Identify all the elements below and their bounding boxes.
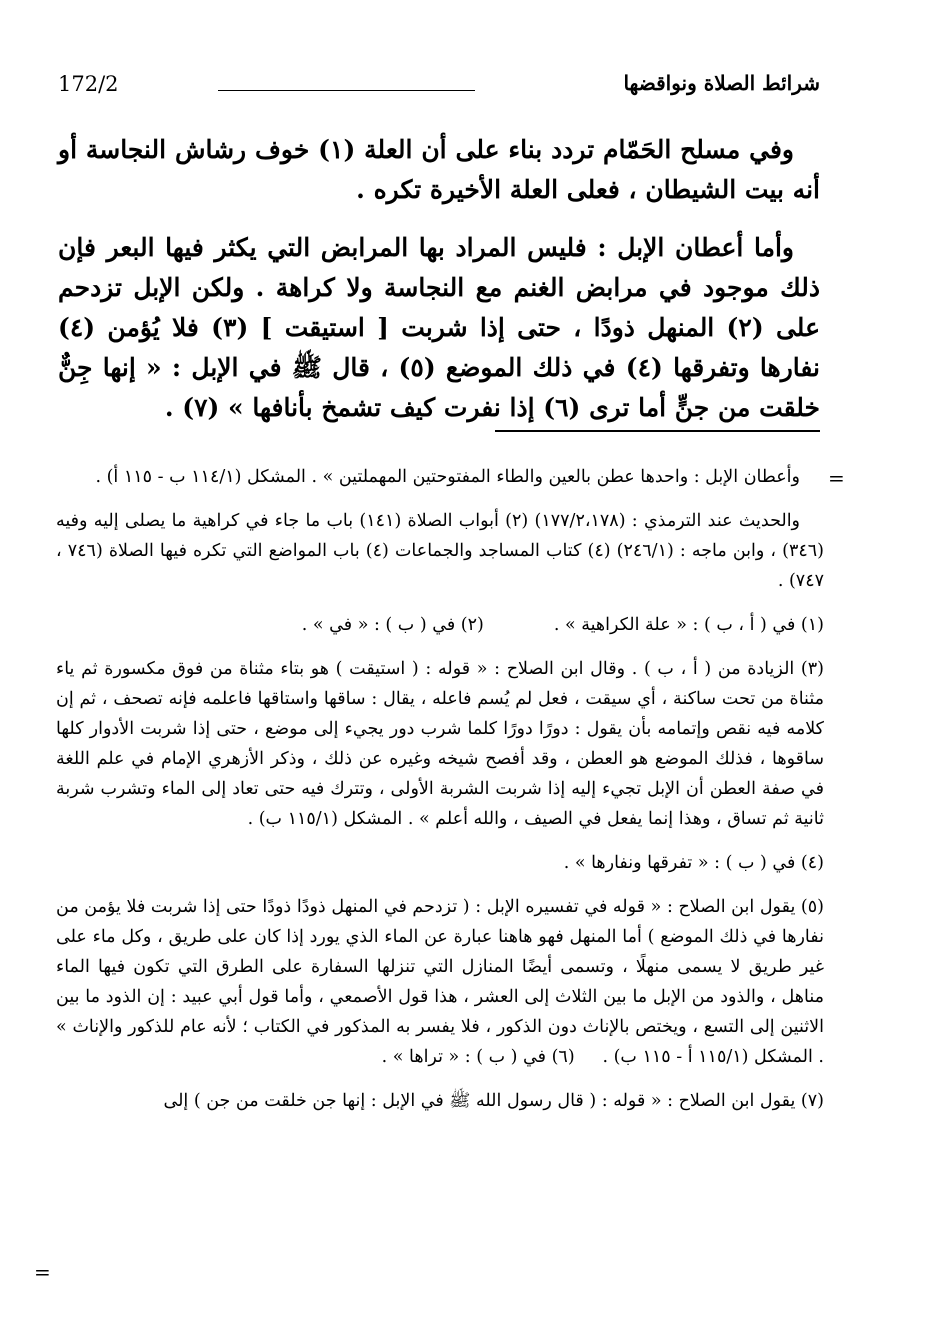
footnote-3: (٣) الزيادة من ( أ ، ب ) . وقال ابن الصلاح : « قوله : ( استيقت ) هو بتاء مثناة من فوق مكسورة ثم ياء مثناة من تحت ساكنة ، أي سيقت ، فعل لم يُسم فاعله ، يقال : ساقها واستاقها فاعلمه فإنه تصحف ، ثم إن كلامه فيه نقص وإتمامه بأن يقول : دورًا دورًا كلما شرب دور يجيء إلى موضع ، حتى إذا شربت الأدوار كلها ساقوها ، فذلك الموضع هو العطن ، وقد أفصح شيخه وغيره عن ذلك ، وذكر الأزهري الإمام في علم اللغة في صفة العطن أن الإبل تجيء إليه إذا شربت الشربة الأولى ، وتترك فيه حتى تعاد إلى الماء وتشرب شربة ثانية ثم تساق ، وهذا إنما يفعل في الصيف ، والله أعلم » . المشكل (١١٥/١ ب) . (56, 659, 825, 829)
footnote-4: (٤) في ( ب ) : « تفرقها ونفارها » . (563, 853, 824, 873)
continuation-mark-top: = (828, 466, 845, 490)
page-number: 172/2 (58, 72, 119, 96)
page-header (58, 70, 820, 106)
footnote-5-text: (٥) يقول ابن الصلاح : « قوله في تفسيره الإبل : ( تزدحم في المنهل ذودًا ذودًا حتى إذا شربت فلا يؤمن من نفارها في ذلك الموضع ) أما المنهل فهو هاهنا عبارة عن الماء الذي يورد إذا كان على طريق ، وكل ماء على غير طريق لا يسمى منهلًا ، وتسمى أيضًا المنازل التي تنزلها السفارة على الطرق التي تكون فيها الماء مناهل ، والذود من الإبل ما بين الثلاث إلى العشر ، هذا قول الأصمعي ، وأما قول أبي عبيد : إن الذود ما بين الاثنين إلى التسع ، ويختص بالإناث دون الذكور ، فلا يفسر به المذكور في الكتاب ؛ لأنه عام للذكور والإناث » . المشكل (١١٥/١ أ - ١١٥ ب) . (56, 897, 824, 1067)
footnotes (56, 462, 824, 1130)
continuation-mark-bottom: = (34, 1260, 51, 1284)
footnote-row-1-2 (56, 610, 824, 640)
running-title: شرائط الصلاة ونواقضها (623, 71, 820, 95)
main-paragraph-2: وأما أعطان الإبل : فليس المراد بها المرابض التي يكثر فيها البعر فإن ذلك موجود في مرابض الغنم مع النجاسة ولا كراهة . ولكن الإبل تزدحم على (٢) المنهل ذودًا ، حتى إذا شربت [ استيقت ] (٣) فلا يُؤمن (٤) نفارها وتفرقها (٤) في ذلك الموضع (٥) ، قال ﷺ في الإبل : « إنها جِنٌّ خلقت من جنٍّ أما ترى (٦) إذا نفرت كيف تشمخ بأنافها » (٧) . (58, 233, 820, 422)
footnote-7: (٧) يقول ابن الصلاح : « قوله : ( قال رسول الله ﷺ في الإبل : إنها جن خلقت من جن ) إلى (163, 1091, 824, 1111)
footnote-1: (١) في ( أ ، ب ) : « علة الكراهية » . (553, 615, 824, 635)
footnote-5 (56, 892, 824, 1072)
footnote-continued: وأعطان الإبل : واحدها عطن بالعين والطاء المفتوحتين المهملتين » . المشكل (١١٤/١ ب - ١١٥ أ) . (95, 467, 800, 487)
footnote-hadith-reference: والحديث عند الترمذي : (١٧٧/٢،١٧٨) (٢) أبواب الصلاة (١٤١) باب ما جاء في كراهية ما يصلى إليه وفيه (٣٤٦) ، وابن ماجه : (٢٤٦/١) (٤) كتاب المساجد والجماعات (٤) باب المواضع التي تكره فيها الصلاة (٧٤٦ ، ٧٤٧) . (56, 511, 824, 591)
footnote-separator (495, 430, 820, 432)
footnote-2: (٢) في ( ب ) : « في » . (301, 615, 484, 635)
main-paragraph-1: وفي مسلح الحَمّام تردد بناء على أن العلة (١) خوف رشاش النجاسة أو أنه بيت الشيطان ، فعلى العلة الأخيرة تكره . (58, 135, 820, 204)
main-text (58, 130, 820, 446)
footnote-6: (٦) في ( ب ) : « تراها » . (381, 1047, 575, 1067)
